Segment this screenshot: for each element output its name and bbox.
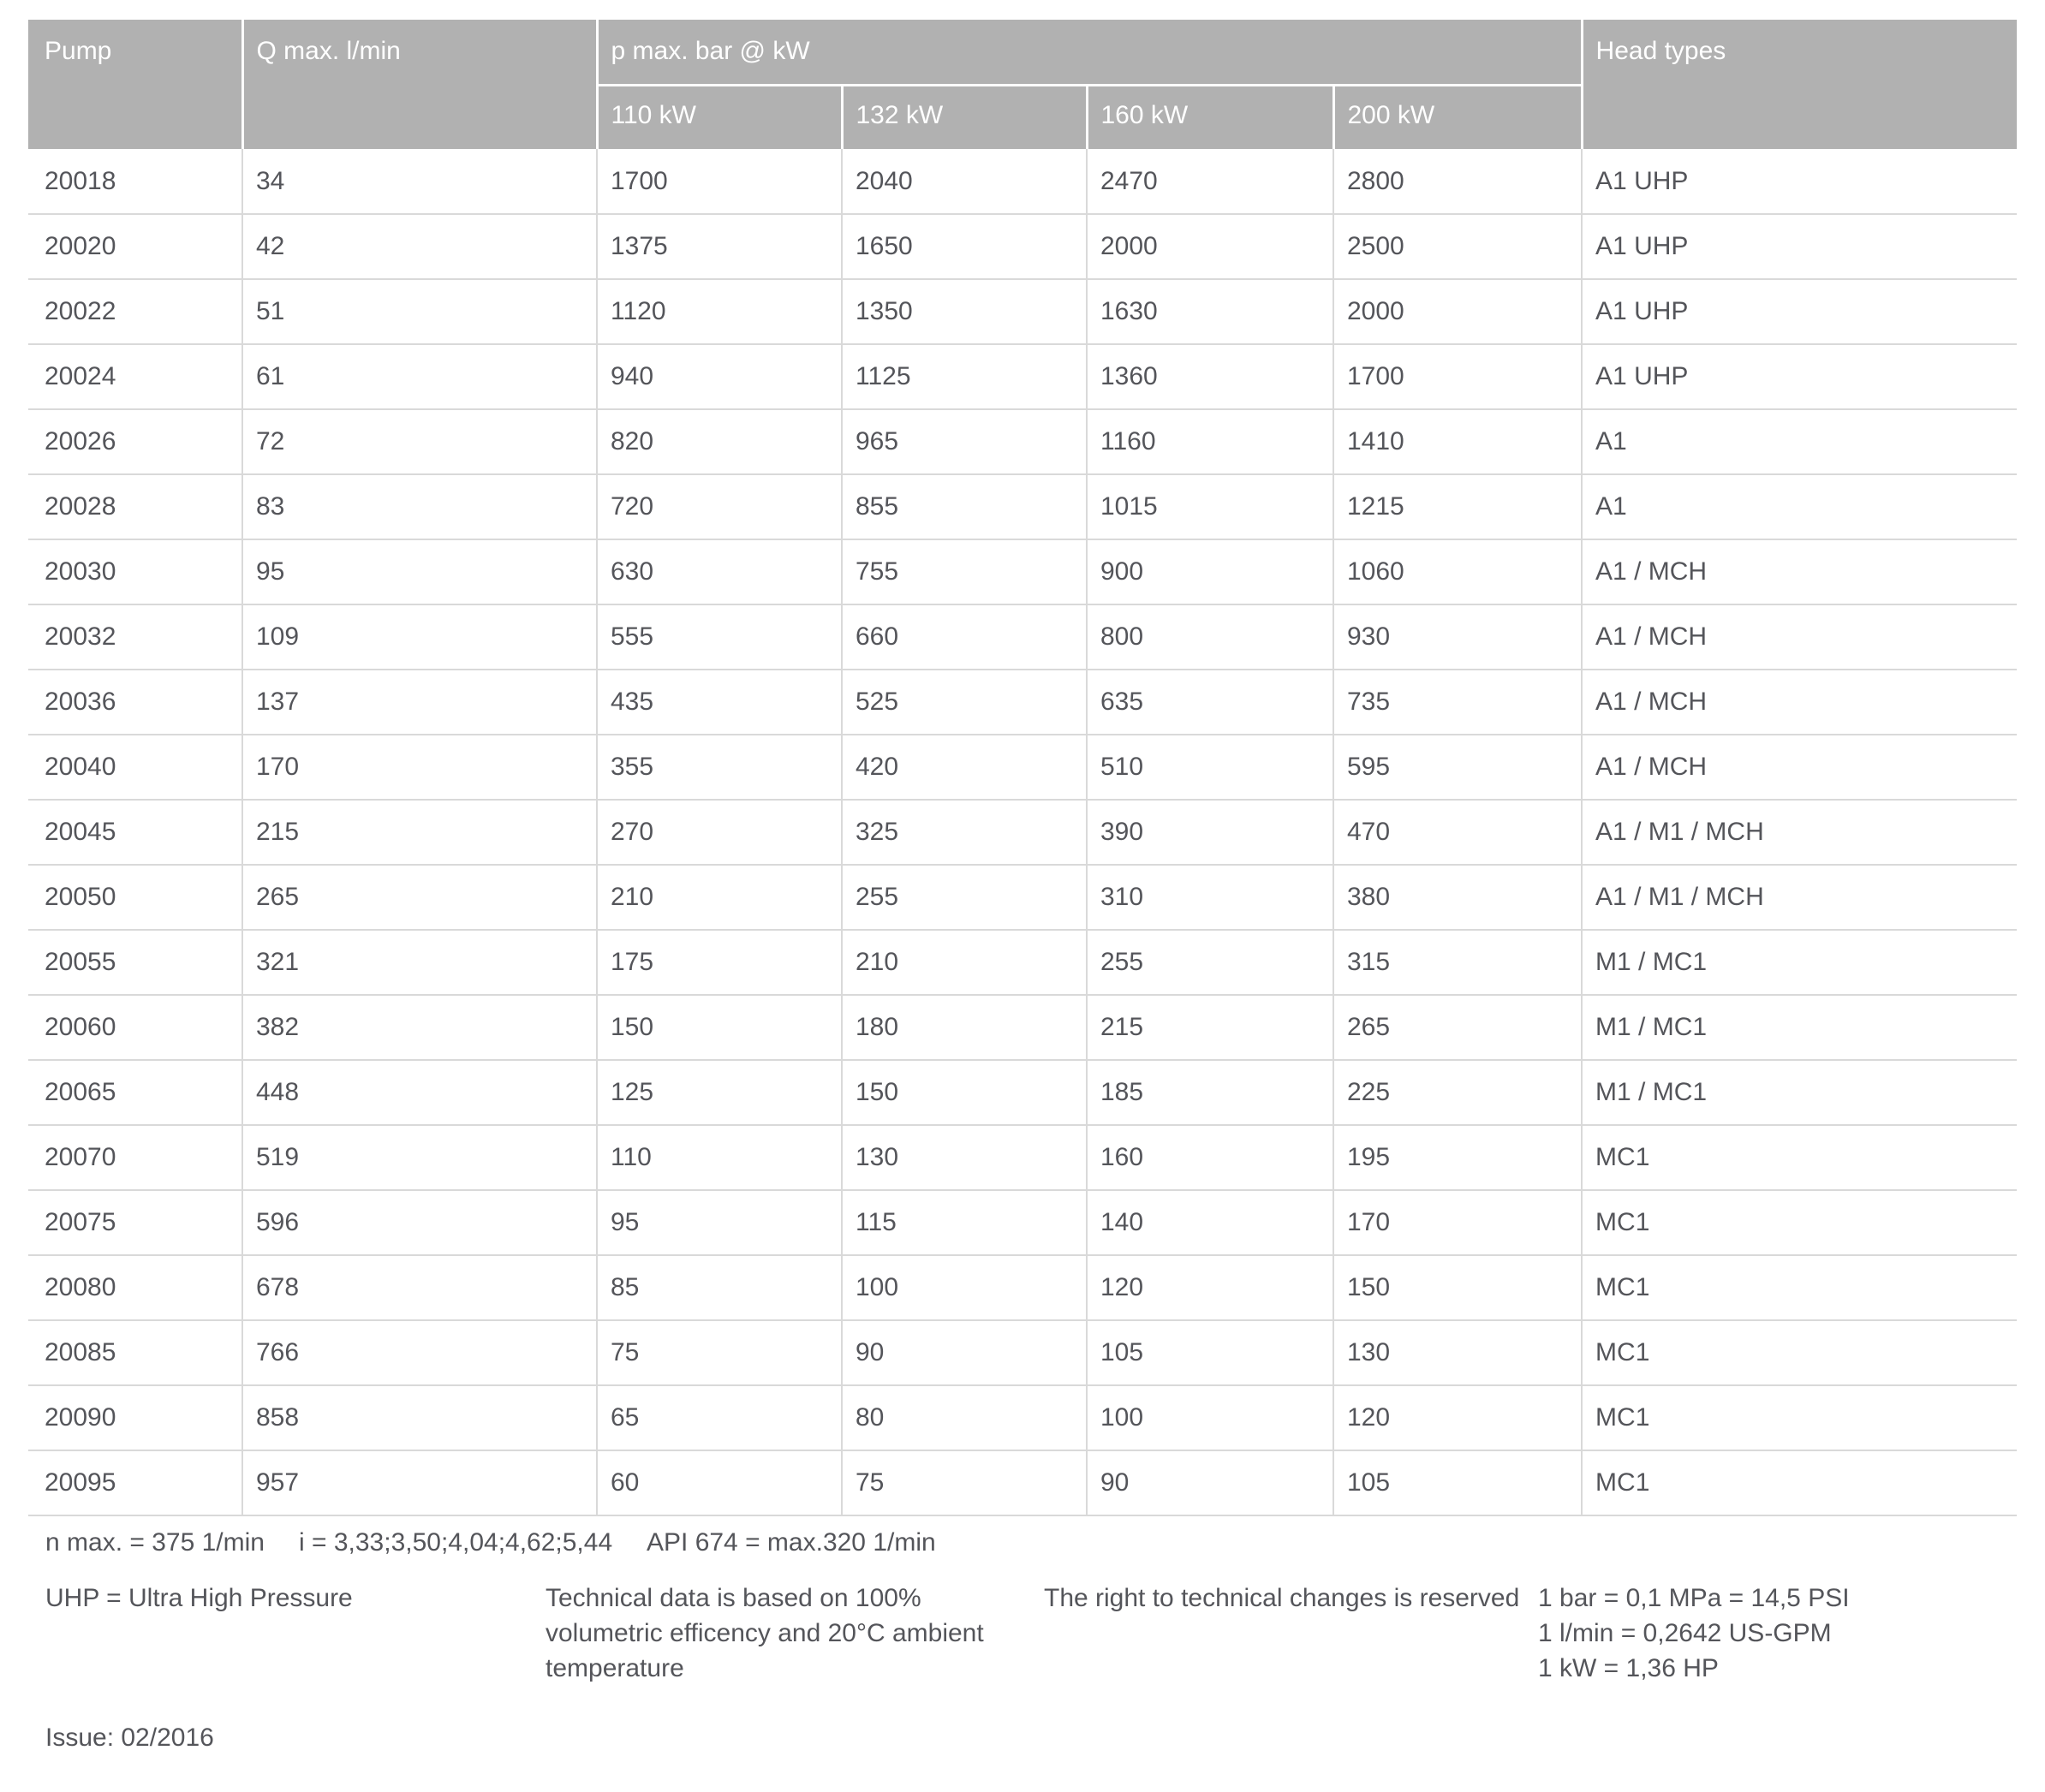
- note-ratios: i = 3,33;3,50;4,04;4,62;5,44: [299, 1528, 613, 1557]
- p132kw-cell: 660: [842, 604, 1087, 670]
- head-types-cell: A1 / M1 / MCH: [1582, 865, 2017, 930]
- head-types-cell: MC1: [1582, 1125, 2017, 1190]
- p200kw-cell: 930: [1333, 604, 1582, 670]
- p160kw-cell: 635: [1087, 670, 1333, 735]
- qmax-cell: 448: [242, 1060, 597, 1125]
- p110kw-cell: 270: [597, 800, 842, 865]
- head-types-cell: A1: [1582, 474, 2017, 539]
- note-uhp: UHP = Ultra High Pressure: [45, 1584, 353, 1612]
- head-types-cell: MC1: [1582, 1190, 2017, 1255]
- table-row: [28, 1320, 2017, 1385]
- p132kw-cell: 75: [842, 1450, 1087, 1515]
- table-row: [28, 670, 2017, 735]
- conversion-lmin-gpm: 1 l/min = 0,2642 US-GPM: [1538, 1619, 1832, 1647]
- p160kw-cell: 510: [1087, 735, 1333, 800]
- table-row: [28, 474, 2017, 539]
- p160kw-cell: 800: [1087, 604, 1333, 670]
- p160kw-cell: 215: [1087, 995, 1333, 1060]
- p110kw-cell: 720: [597, 474, 842, 539]
- qmax-cell: 382: [242, 995, 597, 1060]
- p132kw-cell: 150: [842, 1060, 1087, 1125]
- column-header-110kw: 110 kW: [597, 85, 842, 149]
- p200kw-cell: 105: [1333, 1450, 1582, 1515]
- head-types-cell: MC1: [1582, 1450, 2017, 1515]
- head-types-cell: A1: [1582, 409, 2017, 474]
- p110kw-cell: 820: [597, 409, 842, 474]
- p132kw-cell: 2040: [842, 149, 1087, 214]
- table-row: [28, 930, 2017, 995]
- p160kw-cell: 255: [1087, 930, 1333, 995]
- table-row: [28, 995, 2017, 1060]
- qmax-cell: 137: [242, 670, 597, 735]
- note-technical-data: Technical data is based on 100% volumetric efficency and 20°C ambient temperature: [546, 1584, 984, 1682]
- qmax-cell: 766: [242, 1320, 597, 1385]
- table-row: [28, 1385, 2017, 1450]
- p160kw-cell: 120: [1087, 1255, 1333, 1320]
- table-row: [28, 149, 2017, 214]
- p110kw-cell: 210: [597, 865, 842, 930]
- column-header-pmax-group: p max. bar @ kW: [597, 20, 1582, 85]
- qmax-cell: 34: [242, 149, 597, 214]
- p132kw-cell: 755: [842, 539, 1087, 604]
- note-rights-reserved: The right to technical changes is reserved: [1044, 1584, 1520, 1612]
- p160kw-cell: 160: [1087, 1125, 1333, 1190]
- p110kw-cell: 1700: [597, 149, 842, 214]
- p200kw-cell: 225: [1333, 1060, 1582, 1125]
- head-types-cell: A1 / MCH: [1582, 735, 2017, 800]
- pump-cell: 20026: [28, 409, 242, 474]
- head-types-cell: A1 / MCH: [1582, 604, 2017, 670]
- p132kw-cell: 525: [842, 670, 1087, 735]
- table-row: [28, 1255, 2017, 1320]
- table-row: [28, 279, 2017, 344]
- qmax-cell: 109: [242, 604, 597, 670]
- pump-cell: 20095: [28, 1450, 242, 1515]
- column-header-pump: Pump: [28, 20, 242, 149]
- p110kw-cell: 150: [597, 995, 842, 1060]
- p132kw-cell: 255: [842, 865, 1087, 930]
- qmax-cell: 42: [242, 214, 597, 279]
- p160kw-cell: 100: [1087, 1385, 1333, 1450]
- p160kw-cell: 140: [1087, 1190, 1333, 1255]
- p160kw-cell: 185: [1087, 1060, 1333, 1125]
- qmax-cell: 95: [242, 539, 597, 604]
- p132kw-cell: 420: [842, 735, 1087, 800]
- table-row: [28, 409, 2017, 474]
- p200kw-cell: 380: [1333, 865, 1582, 930]
- qmax-cell: 215: [242, 800, 597, 865]
- pump-cell: 20045: [28, 800, 242, 865]
- p110kw-cell: 940: [597, 344, 842, 409]
- p132kw-cell: 855: [842, 474, 1087, 539]
- pump-cell: 20080: [28, 1255, 242, 1320]
- table-row: [28, 1190, 2017, 1255]
- note-n-max: n max. = 375 1/min: [45, 1528, 265, 1557]
- p200kw-cell: 470: [1333, 800, 1582, 865]
- pump-cell: 20085: [28, 1320, 242, 1385]
- table-header: [28, 20, 2017, 149]
- p132kw-cell: 115: [842, 1190, 1087, 1255]
- footnote-line: [28, 1525, 2017, 1560]
- pump-cell: 20040: [28, 735, 242, 800]
- p132kw-cell: 80: [842, 1385, 1087, 1450]
- p200kw-cell: 2800: [1333, 149, 1582, 214]
- p110kw-cell: 125: [597, 1060, 842, 1125]
- p110kw-cell: 435: [597, 670, 842, 735]
- p160kw-cell: 105: [1087, 1320, 1333, 1385]
- qmax-cell: 83: [242, 474, 597, 539]
- p160kw-cell: 1360: [1087, 344, 1333, 409]
- pump-cell: 20075: [28, 1190, 242, 1255]
- p200kw-cell: 595: [1333, 735, 1582, 800]
- p110kw-cell: 1375: [597, 214, 842, 279]
- footer-notes: [28, 1581, 2017, 1686]
- pump-cell: 20024: [28, 344, 242, 409]
- qmax-cell: 321: [242, 930, 597, 995]
- qmax-cell: 265: [242, 865, 597, 930]
- qmax-cell: 957: [242, 1450, 597, 1515]
- p132kw-cell: 130: [842, 1125, 1087, 1190]
- p132kw-cell: 100: [842, 1255, 1087, 1320]
- head-types-cell: A1 UHP: [1582, 279, 2017, 344]
- p200kw-cell: 1060: [1333, 539, 1582, 604]
- column-header-160kw: 160 kW: [1087, 85, 1333, 149]
- p200kw-cell: 265: [1333, 995, 1582, 1060]
- p110kw-cell: 95: [597, 1190, 842, 1255]
- column-header-qmax: Q max. l/min: [242, 20, 597, 149]
- p110kw-cell: 555: [597, 604, 842, 670]
- conversion-kw-hp: 1 kW = 1,36 HP: [1538, 1654, 1719, 1682]
- p110kw-cell: 85: [597, 1255, 842, 1320]
- p200kw-cell: 150: [1333, 1255, 1582, 1320]
- head-types-cell: M1 / MC1: [1582, 995, 2017, 1060]
- p200kw-cell: 195: [1333, 1125, 1582, 1190]
- table-row: [28, 604, 2017, 670]
- qmax-cell: 61: [242, 344, 597, 409]
- head-types-cell: A1 UHP: [1582, 214, 2017, 279]
- table-row: [28, 800, 2017, 865]
- issue-date: Issue: 02/2016: [45, 1724, 214, 1752]
- pump-cell: 20060: [28, 995, 242, 1060]
- qmax-cell: 678: [242, 1255, 597, 1320]
- p110kw-cell: 1120: [597, 279, 842, 344]
- head-types-cell: A1 UHP: [1582, 344, 2017, 409]
- p200kw-cell: 1215: [1333, 474, 1582, 539]
- p160kw-cell: 1015: [1087, 474, 1333, 539]
- p200kw-cell: 120: [1333, 1385, 1582, 1450]
- p132kw-cell: 325: [842, 800, 1087, 865]
- table-row: [28, 344, 2017, 409]
- p160kw-cell: 310: [1087, 865, 1333, 930]
- pump-cell: 20036: [28, 670, 242, 735]
- p132kw-cell: 1350: [842, 279, 1087, 344]
- pump-spec-table: [28, 20, 2017, 1516]
- qmax-cell: 51: [242, 279, 597, 344]
- pump-cell: 20020: [28, 214, 242, 279]
- pump-table-body: [28, 149, 2017, 1515]
- pump-cell: 20030: [28, 539, 242, 604]
- p160kw-cell: 1160: [1087, 409, 1333, 474]
- table-row: [28, 1060, 2017, 1125]
- conversion-bar-psi: 1 bar = 0,1 MPa = 14,5 PSI: [1538, 1584, 1850, 1612]
- p160kw-cell: 2470: [1087, 149, 1333, 214]
- head-types-cell: A1 / M1 / MCH: [1582, 800, 2017, 865]
- head-types-cell: A1 / MCH: [1582, 539, 2017, 604]
- p200kw-cell: 2000: [1333, 279, 1582, 344]
- table-row: [28, 214, 2017, 279]
- p160kw-cell: 90: [1087, 1450, 1333, 1515]
- p200kw-cell: 1700: [1333, 344, 1582, 409]
- head-types-cell: M1 / MC1: [1582, 1060, 2017, 1125]
- pump-cell: 20055: [28, 930, 242, 995]
- p132kw-cell: 1125: [842, 344, 1087, 409]
- head-types-cell: M1 / MC1: [1582, 930, 2017, 995]
- table-row: [28, 865, 2017, 930]
- p200kw-cell: 2500: [1333, 214, 1582, 279]
- p160kw-cell: 900: [1087, 539, 1333, 604]
- pump-cell: 20090: [28, 1385, 242, 1450]
- column-header-head-types: Head types: [1582, 20, 2017, 149]
- table-row: [28, 1125, 2017, 1190]
- p110kw-cell: 175: [597, 930, 842, 995]
- column-header-200kw: 200 kW: [1333, 85, 1582, 149]
- head-types-cell: MC1: [1582, 1320, 2017, 1385]
- head-types-cell: A1 / MCH: [1582, 670, 2017, 735]
- p132kw-cell: 1650: [842, 214, 1087, 279]
- head-types-cell: MC1: [1582, 1255, 2017, 1320]
- pump-cell: 20050: [28, 865, 242, 930]
- p110kw-cell: 60: [597, 1450, 842, 1515]
- p132kw-cell: 210: [842, 930, 1087, 995]
- pump-cell: 20070: [28, 1125, 242, 1190]
- qmax-cell: 596: [242, 1190, 597, 1255]
- p200kw-cell: 170: [1333, 1190, 1582, 1255]
- table-row: [28, 1450, 2017, 1515]
- p200kw-cell: 735: [1333, 670, 1582, 735]
- table-row: [28, 539, 2017, 604]
- p200kw-cell: 1410: [1333, 409, 1582, 474]
- qmax-cell: 858: [242, 1385, 597, 1450]
- p110kw-cell: 355: [597, 735, 842, 800]
- pump-cell: 20028: [28, 474, 242, 539]
- pump-cell: 20032: [28, 604, 242, 670]
- p132kw-cell: 180: [842, 995, 1087, 1060]
- head-types-cell: A1 UHP: [1582, 149, 2017, 214]
- p160kw-cell: 1630: [1087, 279, 1333, 344]
- note-unit-conversions: [1538, 1581, 2017, 1686]
- qmax-cell: 72: [242, 409, 597, 474]
- column-header-132kw: 132 kW: [842, 85, 1087, 149]
- p160kw-cell: 2000: [1087, 214, 1333, 279]
- qmax-cell: 170: [242, 735, 597, 800]
- p132kw-cell: 90: [842, 1320, 1087, 1385]
- p132kw-cell: 965: [842, 409, 1087, 474]
- p110kw-cell: 65: [597, 1385, 842, 1450]
- qmax-cell: 519: [242, 1125, 597, 1190]
- p200kw-cell: 130: [1333, 1320, 1582, 1385]
- pump-cell: 20065: [28, 1060, 242, 1125]
- head-types-cell: MC1: [1582, 1385, 2017, 1450]
- pump-cell: 20022: [28, 279, 242, 344]
- note-api-674: API 674 = max.320 1/min: [647, 1528, 936, 1557]
- p160kw-cell: 390: [1087, 800, 1333, 865]
- p110kw-cell: 75: [597, 1320, 842, 1385]
- p200kw-cell: 315: [1333, 930, 1582, 995]
- p110kw-cell: 630: [597, 539, 842, 604]
- p110kw-cell: 110: [597, 1125, 842, 1190]
- table-row: [28, 735, 2017, 800]
- pump-cell: 20018: [28, 149, 242, 214]
